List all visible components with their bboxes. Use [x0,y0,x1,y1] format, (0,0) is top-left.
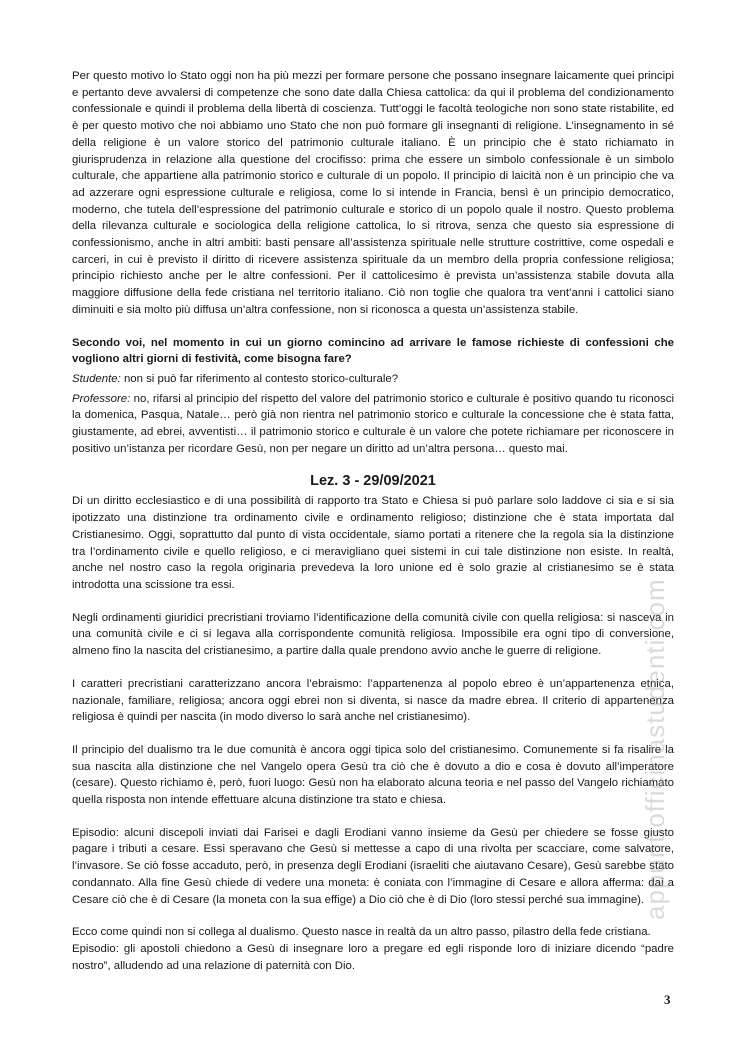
student-line [72,371,674,388]
lesson-paragraph: Di un diritto ecclesiastico e di una possibilità di rapporto tra Stato e Chiesa si può parlare solo laddove ci sia e si sia ipotizzato una distinzione tra ordinamento civile e ordinamento religioso; distinzione che è stata importata dal Cristianesimo. Oggi, soprattutto dal punto di vista occidentale, siamo portati a ritenere che la regola sia la distinzione tra l’ordinamento civile e quello religioso, e ci meravigliano quei sistemi in cui tale distinzione non esiste. In realtà, anche nel nostro caso la regola originaria prevedeva la loro unione ed è solo grazie al cristianesimo se è stata introdotta una scissione tra essi. [72,495,674,591]
page-number: 3 [664,992,671,1007]
professor-text: no, rifarsi al principio del rispetto del valore del patrimonio storico e culturale è positivo quando tu riconosci la domenica, Pasqua, Natale… però già non rientra nel patrimonio storico e culturale la concessione che è stata fatta, giustamente, ad ebrei, avventisti… il patrimonio storico e culturale è un valore che potete richiamare per riconoscere in positivo un’istanza per ricordare Gesù, non per negare un diritto ad un’altra persona… questo mai. [72,392,674,455]
lesson-paragraph: Episodio: alcuni discepoli inviati dai Farisei e dagli Erodiani vanno insieme da Gesù per chiedere se fosse giusto pagare i tributi a cesare. Essi speravano che Gesù si mettesse a capo di una rivolta per scacciare, come salvatore, l’invasore. Se ciò fosse accaduto, però, in presenza degli Erodiani (israeliti che aiutavano Cesare), Gesù sarebbe stato condannato. Alla fine Gesù chiede di vedere una moneta: è coniata con l’immagine di Cesare e allora afferma: dai a Cesare ciò che è di Cesare (la moneta con la sua effige) a Dio ciò che è di Dio (loro stessi perché sua immagine). [72,826,674,906]
closing-line: Ecco come quindi non si collega al dualismo. Questo nasce in realtà da un altro passo, pilastro della fede cristiana. [72,926,651,939]
site-watermark: appuntiofficinastudenti.com [640,578,670,920]
lesson-paragraph: Negli ordinamenti giuridici precristiani troviamo l’identificazione della comunità civile con quella religiosa: si nasceva in una comunità civile e ci si legava alla corrispondente comunità religiosa. Impossibile era ogni tipo di conversione, almeno fino la nascita del cristianesimo, a partire dalla quale prendono avvio anche le guerre di religione. [72,611,674,658]
closing-line: Episodio: gli apostoli chiedono a Gesù di insegnare loro a pregare ed egli risponde loro di iniziare dicendo “padre nostro”, alludendo ad una relazione di paternità con Dio. [72,942,674,972]
student-text: non si può far riferimento al contesto storico-culturale? [120,372,399,385]
student-label: Studente: [72,372,121,385]
professor-paragraph [72,391,674,458]
question-paragraph: Secondo voi, nel momento in cui un giorno comincino ad arrivare le famose richieste di confessioni che vogliono altri giorni di festività, come bisogna fare? [72,336,674,366]
lesson-paragraph: I caratteri precristiani caratterizzano ancora l’ebraismo: l’appartenenza al popolo ebreo è un’appartenenza etnica, nazionale, familiare, religiosa; ancora oggi ebrei non si diventa, si nasce da madre ebrea. Il criterio di appartenenza religiosa è quindi per nascita (in modo diverso lo sarà anche nel cristianesimo). [72,677,674,724]
lesson-heading: Lez. 3 - 29/09/2021 [310,473,436,490]
professor-label: Professore: [72,392,131,405]
paragraph-intro: Per questo motivo lo Stato oggi non ha più mezzi per formare persone che possano insegnare laicamente quei principi e pertanto deve avvalersi di competenze che sono date dalla Chiesa cattolica: da qui il problema del condizionamento confessionale e quindi il problema della libertà di coscienza. Tutt’oggi le facoltà teologiche non sono state ristabilite, ed è per questo motivo che noi abbiamo uno Stato che non può formare gli insegnanti di religione. L’insegnamento in sé della religione è un valore storico del patrimonio culturale italiano. È un principio che è stato richiamato in giurisprudenza in relazione alla questione del crocifisso: prima che essere un simbolo confessionale è un simbolo culturale, che appartiene alla patrimonio storico e culturale di un popolo. Il principio di laicità non è un principio che va ad azzerare ogni espressione culturale e religiosa, come lo si intende in Francia, bensì è un principio democratico, moderno, che tutela dell’espressione del patrimonio culturale e storico di un popolo quale il nostro. Questo problema della rilevanza culturale e sociologica della religione cattolica, lo si ritrova, senza che questo sia espressione di confessionismo, anche in altri ambiti: basti pensare all’assistenza spirituale nelle strutture costrittive, come ospedali e carceri, in cui è previsto il diritto di ricevere assistenza spirituale da un membro della propria confessione religiosa; principio richiesto anche per le altre confessioni. Per il cattolicesimo è prevista un’assistenza stabile dovuta alla maggiore diffusione della fede cristiana nel territorio italiano. Ciò non toglie che qualora tra vent’anni i cattolici siano diminuiti e sia molto più diffusa un’altra confessione, non si riconosca a questa un’assistenza stabile. [72,70,674,316]
document-page [72,68,674,974]
lesson-paragraph: Il principio del dualismo tra le due comunità è ancora oggi tipica solo del cristianesimo. Comunemente si fa risalire la sua nascita alla distinzione che nel Vangelo opera Gesù tra ciò che è dovuto a dio e cosa è dovuto all’imperatore (cesare). Questo richiamo è, però, fuori luogo: Gesù non ha elaborato alcuna teoria e nel passo del Vangelo richiamato quella risposta non intende effettuare alcuna distinzione tra stato e chiesa. [72,743,674,807]
